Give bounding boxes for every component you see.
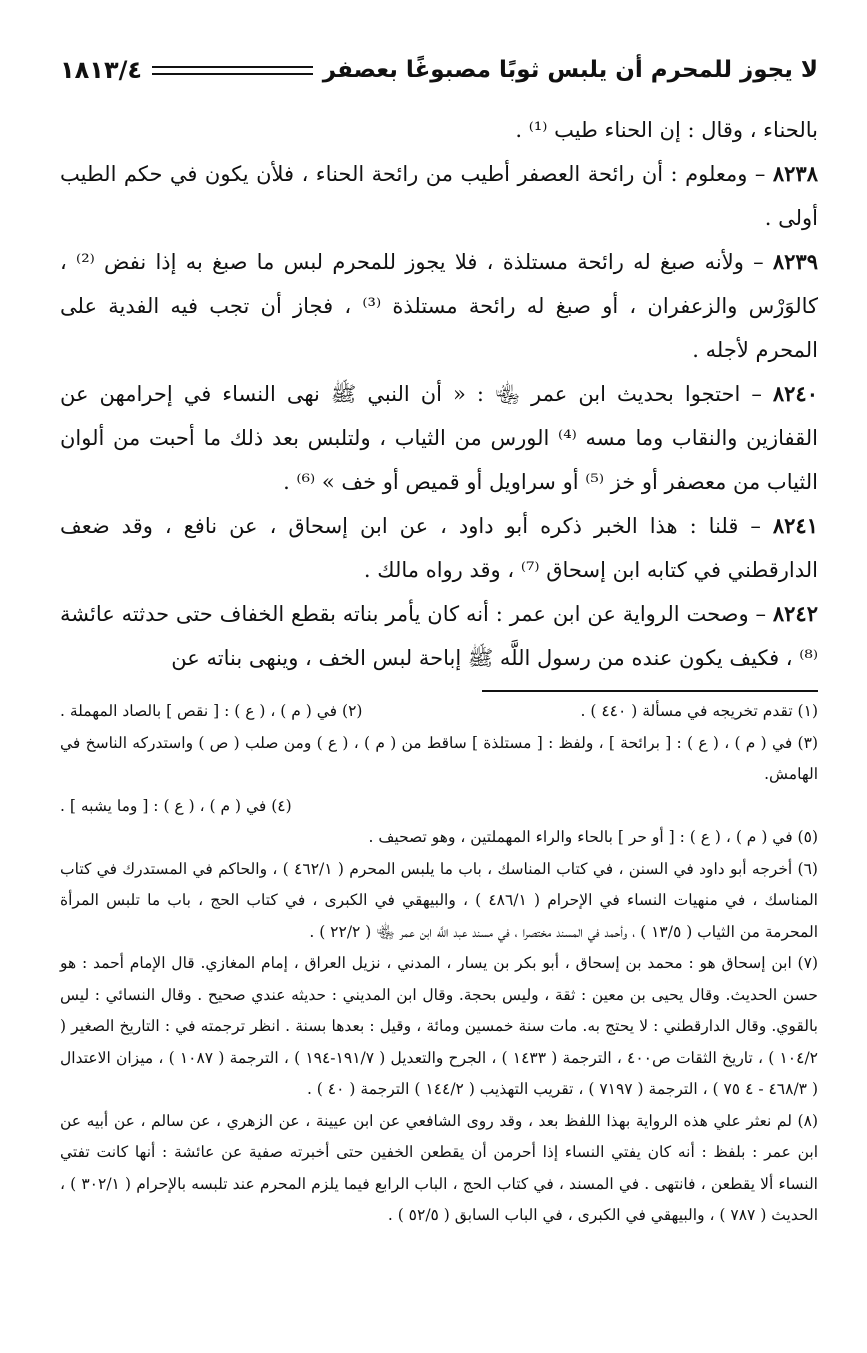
- header-rule: [152, 66, 313, 75]
- paragraph-text: – ولأنه صبغ له رائحة مستلذة ، فلا يجوز للمحرم لبس ما صبغ به إذا نفض ⁽²⁾ ، كالوَرْس والزعفران ، أو صبغ له رائحة مستلذة ⁽³⁾ ، فجاز أن تجب فيه الفدية على المحرم لأجله .: [60, 250, 819, 362]
- paragraph-number: ٨٢٣٩: [772, 249, 818, 274]
- footnote: (٢) في ( م ) ، ( ع ) : [ نقص ] بالصاد المهملة .: [60, 702, 363, 720]
- footnote: (٨) لم نعثر علي هذه الرواية بهذا اللفظ بعد ، وقد روى الشافعي عن ابن عيينة ، عن الزهري ، عن سالم ، عن أبيه عن ابن عمر : بلفظ : أنه كان يفتي النساء إذا أحرمن أن يقطعن الخفين حتى أخبرته صفية عن عائشة : أنها كانت تفتي النساء ألا يقطعن ، فانتهى . في المسند ، في كتاب الحج ، الباب الرابع فيما يلزم المحرم عند تلبسه بالإحرام ( ٣٠٢/١ ) ، الحديث ( ٧٨٧ ) ، والبيهقي في الكبرى ، في الباب السابق ( ٥٢/٥ ) .: [60, 1111, 818, 1224]
- footnote: (٧) ابن إسحاق هو : محمد بن إسحاق ، أبو بكر بن يسار ، المدني ، نزيل العراق ، إمام المغازي. قال الإمام أحمد : هو حسن الحديث. وقال يحيى بن معين : ثقة ، وليس بحجة. وقال ابن المديني : حديثه عندي صحيح . وقال النسائي : ليس بالقوي. وقال الدارقطني : لا يحتج به. مات سنة خمسين ومائة ، وقيل : بعدها بسنة . انظر ترجمته في : التاريخ الصغير ( ١٠٤/٢ ) ، تاريخ الثقات ص٤٠٠ ، الترجمة ( ١٤٣٣ ) ، الجرح والتعديل ( ١٩١/٧-١٩٤ ) ، الترجمة ( ١٠٨٧ ) ، ميزان الاعتدال ( ٤٦٨/٣ - ٤ ٧٥ ) ، الترجمة ( ٧١٩٧ ) ، تقريب التهذيب ( ١٤٤/٢ ) الترجمة ( ٤٠ ) .: [60, 954, 818, 1098]
- paragraph-text: – وصحت الرواية عن ابن عمر : أنه كان يأمر بناته بقطع الخفاف حتى حدثته عائشة ⁽⁸⁾ ، فكيف يكون عنده من رسول اللَّه ﷺ إباحة لبس الخف ، وينهى بناته عن: [60, 602, 818, 670]
- paragraph-number: ٨٢٤٢: [772, 601, 818, 626]
- page-number: ١٨١٣/٤: [60, 56, 143, 84]
- running-header: [60, 48, 818, 92]
- footnote: (٥) في ( م ) ، ( ع ) : [ أو حر ] بالحاء والراء المهملتين ، وهو تصحيف .: [368, 828, 818, 846]
- paragraph-text: – احتجوا بحديث ابن عمر ﵄ : « أن النبي ﷺ نهى النساء في إحرامهن عن القفازين والنقاب وما مسه ⁽⁴⁾ الورس من الثياب ، ولتلبس بعد ذلك ما أحبت من ألوان الثياب من معصفر أو خز ⁽⁵⁾ أو سراويل أو قميص أو خف » ⁽⁶⁾ .: [60, 382, 818, 494]
- paragraph: [60, 152, 818, 240]
- paragraph-text: – ومعلوم : أن رائحة العصفر أطيب من رائحة الحناء ، فلأن يكون في حكم الطيب أولى .: [60, 162, 818, 230]
- footnote: (٦) أخرجه أبو داود في السنن ، في كتاب المناسك ، باب ما يلبس المحرم ( ٤٦٢/١ ) ، والحاكم في المستدرك في كتاب المناسك ، في منهيات النساء في الإحرام ( ٤٨٦/١ ) ، والبيهقي في الكبرى ، في كتاب الحج ، باب ما تلبس المرأة المحرمة من الثياب ( ١٣/٥ ) ، وأحمد في المسند مختصرا ، في مسند عبد اللَّه ابن عمر ﵄ ( ٢٢/٢ ) .: [60, 859, 818, 941]
- paragraph: [60, 372, 818, 504]
- paragraph-text: بالحناء ، وقال : إن الحناء طيب ⁽¹⁾ .: [515, 118, 818, 142]
- footnotes: [60, 696, 818, 1232]
- footnote: (٣) في ( م ) ، ( ع ) : [ برائحة ] ، ولفظ : [ مستلذة ] ساقط من ( م ) ، ( ع ) ومن صلب ( ص ) واستدركه الناسخ في الهامش.: [60, 733, 818, 783]
- paragraph: [60, 240, 818, 372]
- paragraph-number: ٨٢٤١: [772, 513, 818, 538]
- paragraph-text: – قلنا : هذا الخبر ذكره أبو داود ، عن ابن إسحاق ، عن نافع ، وقد ضعف الدارقطني في كتابه ابن إسحاق ⁽⁷⁾ ، وقد رواه مالك .: [60, 514, 818, 582]
- footnote-divider: [482, 690, 818, 692]
- page: [60, 48, 818, 1232]
- header-title: لا يجوز للمحرم أن يلبس ثوبًا مصبوغًا بعصفر: [322, 57, 818, 83]
- paragraph: [60, 108, 818, 152]
- paragraph: [60, 504, 818, 592]
- footnote: (٤) في ( م ) ، ( ع ) : [ وما يشبه ] .: [60, 796, 292, 815]
- main-text: [60, 108, 818, 680]
- paragraph-number: ٨٢٤٠: [772, 381, 818, 406]
- paragraph-number: ٨٢٣٨: [772, 161, 818, 186]
- paragraph: [60, 592, 818, 680]
- footnote: (١) تقدم تخريجه في مسألة ( ٤٤٠ ) .: [580, 702, 818, 720]
